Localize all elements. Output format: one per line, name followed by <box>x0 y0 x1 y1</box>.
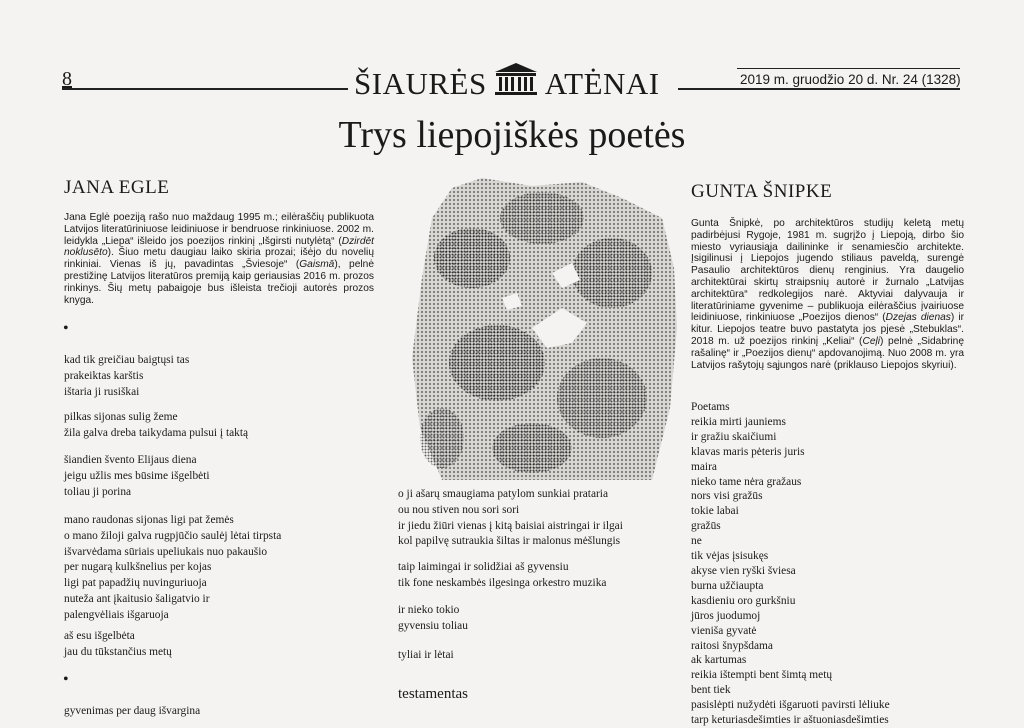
issue-rule-top <box>737 68 960 69</box>
poem-line: o mano žiloji galva rugpjūčio saulėj lėtai tirpsta <box>64 529 282 542</box>
author-name-left: JANA EGLE <box>64 177 170 198</box>
poem-line: tik fone neskambės ilgesinga orkestro muzika <box>398 576 607 589</box>
poem-line: o ji ašarų smaugiama patylom sunkiai prataria <box>398 488 609 500</box>
poem-left <box>64 353 189 400</box>
poem-left <box>64 513 281 624</box>
poem-line: ne <box>691 535 702 548</box>
poem-line: reikia mirti jauniems <box>691 415 786 428</box>
poem-line: kad tik greičiau baigtųsi tas <box>64 354 190 366</box>
bullet-separator: • <box>63 671 69 688</box>
bio-text: ) pelnė „Sidabrinę rašalinę“ ir „Poezijos dienų“ apdovanojimą. Nuo 2008 m. yra Latvijos rašytojų sąjungos narė (priklauso Liepojos skyriui). <box>691 335 964 371</box>
poem-center <box>398 648 454 664</box>
poem-line: tyliai ir lėtai <box>398 649 454 661</box>
poem-line: gražūs <box>691 520 721 533</box>
header-rule-right <box>678 88 960 90</box>
poem-line: tik vėjas įsisukęs <box>691 550 769 563</box>
poem-line: toliau ji porina <box>64 485 132 498</box>
bio-text: Jana Eglė poeziją rašo nuo maždaug 1995 m.; eilėraščių publikuota Latvijos literatūriniuose leidiniuose ir bendruose rinkiniuose. 2002 m. leidykla „Liepa“ išleido jos poezijos rinkinį „Išgirsti nutylėtą“ ( <box>64 212 374 247</box>
poem-line: išvarvėdama sūriais upeliukais nuo pakaušio <box>64 545 268 558</box>
poem-line: nors visi gražūs <box>691 490 763 503</box>
poem-line: ištaria ji rusiškai <box>64 385 140 398</box>
poem-subtitle: testamentas <box>398 686 468 702</box>
poem-line: ir jiedu žiūri vienas į kitą baisiai aistringai ir ilgai <box>398 519 623 532</box>
poem-line: prakeiktas karštis <box>64 369 144 382</box>
poem-left <box>64 453 210 500</box>
author-bio-right <box>691 218 964 371</box>
poem-line: jau du tūkstančius metų <box>64 645 172 658</box>
poem-line: nuteža ant įkaitusio šaligatvio ir <box>64 592 210 605</box>
poem-line: nieko tame nėra gražaus <box>691 475 802 488</box>
poem-line: kol papilvę sutraukia šiltas ir malonus mėšlungis <box>398 535 621 548</box>
poem-left <box>64 629 172 661</box>
poem-right <box>691 400 890 728</box>
poem-center <box>398 603 468 635</box>
page-number: 8 <box>62 68 72 90</box>
poem-line: gyvensiu toliau <box>398 619 468 632</box>
poem-line: bent tiek <box>691 684 731 697</box>
poem-line: raitosi šnypšdama <box>691 639 773 652</box>
poem-center <box>398 560 606 592</box>
abstract-dotted-texture-illustration <box>412 178 677 480</box>
poem-line: taip laimingai ir solidžiai aš gyvensiu <box>398 561 569 573</box>
bio-italic-title: Ceļi <box>862 335 881 347</box>
bio-text: ), pelnė prestižinę Latvijos literatūros premiją kaip geriausias 2016 m. prozos rinkinys. Šių metų pabaigoje bus išleista trečioji autorės prozos knyga. <box>64 259 374 306</box>
poem-center <box>398 487 623 550</box>
bio-text: ). Šiuo metu daugiau laiko skiria prozai; išėjo du novelių rinkiniai. Vienas iš jų, pavadintas „Šviesoje“ ( <box>64 247 374 271</box>
poem-line: pasislėpti nužydėti išgaruoti pavirsti lėliuke <box>691 699 890 712</box>
bullet-separator: • <box>63 320 69 337</box>
poem-line: palengvėliais išgaruoja <box>64 608 169 621</box>
poem-line: žila galva dreba taikydama pulsui į taktą <box>64 426 249 439</box>
bio-italic-title: Dzirdēt noklusēto <box>64 235 374 259</box>
poem-line: mano raudonas sijonas ligi pat žemės <box>64 514 234 526</box>
masthead-right: ATĖNAI <box>544 66 660 101</box>
poem-line: Poetams <box>691 401 730 413</box>
bio-italic-title: Dzejas dienas <box>885 312 951 324</box>
columns-building-icon <box>493 62 539 104</box>
poem-line: reikia ištempti bent šimtą metų <box>691 669 833 682</box>
poem-line: akyse vien ryški šviesa <box>691 564 796 577</box>
bio-text: Gunta Šnipkė, po architektūros studijų keletą metų padirbėjusi Rygoje, 1981 m. sugrįžo į Liepoją, dirbo šio miesto vyriausiąja dailininke ir senamiesčio architekte. Įsigilinusi į Liepojos jugendo stiliaus paveldą, surengė Pasaulio architektūros dienų renginius. Yra daugelio architektūrai skirtų straipsnių autorė ir žurnalo „Latvijas architektūra“ redkolegijos narė. Aktyviai dalyvauja ir literatūriniame gyvenime – publikuoja eilėraščius įvairiuose leidiniuose, rinkiniuose „Poezijos dienos“ ( <box>691 218 964 324</box>
poem-line: šiandien švento Elijaus diena <box>64 454 197 466</box>
bio-italic-title: Gaismā <box>299 259 335 271</box>
poem-left <box>64 410 248 442</box>
masthead <box>354 62 660 104</box>
poem-line: tarp keturiasdešimties ir aštuoniasdešimties <box>691 714 889 727</box>
author-bio-left <box>64 212 374 306</box>
poem-line: ligi pat papadžių nuvinguriuoja <box>64 577 207 590</box>
poem-line: ir nieko tokio <box>398 604 460 616</box>
poem-line: jūros juodumoj <box>691 609 761 622</box>
headline: Trys liepojiškės poetės <box>338 114 686 156</box>
poem-line: burna užčiaupta <box>691 579 764 592</box>
poem-line: klavas maris pėteris juris <box>691 445 805 458</box>
poem-line: per nugarą kulkšnelius per kojas <box>64 561 212 574</box>
poem-line: vieniša gyvatė <box>691 624 757 637</box>
poem-line: gyvenimas per daug išvargina <box>64 705 201 717</box>
poem-line: ak kartumas <box>691 654 747 667</box>
poem-line: tokie labai <box>691 505 739 518</box>
bio-text: ) ir kitur. Liepojos teatre buvo pastatyta jos pjesė „Stebuklas“. 2018 m. už poezijos rinkinį „Keliai“ ( <box>691 312 964 347</box>
author-name-right: GUNTA ŠNIPKE <box>691 181 833 202</box>
poem-line: ir gražiu skaičiumi <box>691 430 777 443</box>
poem-line: maira <box>691 460 717 473</box>
poem-line: jeigu užlis mes būsime išgelbėti <box>64 469 210 482</box>
header-rule-left <box>62 88 348 90</box>
issue-info: 2019 m. gruodžio 20 d. Nr. 24 (1328) <box>740 72 961 87</box>
poem-line: ou nou stiven nou sori sori <box>398 503 520 516</box>
poem-line: kasdieniu oro gurkšniu <box>691 594 796 607</box>
masthead-left: ŠIAURĖS <box>354 66 487 101</box>
poem-line: pilkas sijonas sulig žeme <box>64 411 178 423</box>
poem-line: aš esu išgelbėta <box>64 630 135 642</box>
